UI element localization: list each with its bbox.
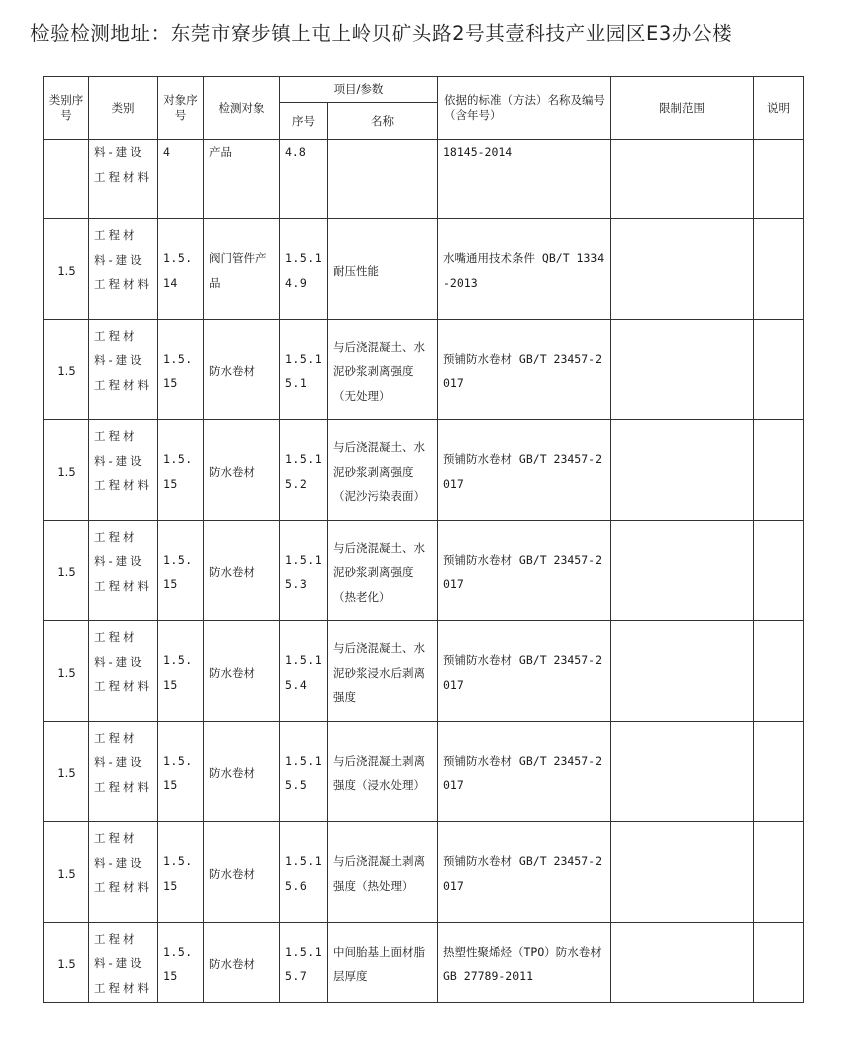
col-header-obj-seq: 对象序号 (158, 77, 204, 140)
cell-cat-seq: 1.5 (44, 420, 89, 521)
cell-category: 工程材料-建设工程材料 (89, 922, 158, 1002)
col-header-limit: 限制范围 (611, 77, 754, 140)
cell-note (754, 922, 804, 1002)
cell-standard: 预铺防水卷材 GB/T 23457-2017 (438, 319, 611, 420)
cell-obj-seq: 1.5.15 (158, 621, 204, 722)
table-row (44, 140, 804, 219)
cell-limit (611, 520, 754, 621)
cell-limit (611, 219, 754, 320)
cell-item-seq: 1.5.15.4 (280, 621, 328, 722)
cell-category: 工程材料-建设工程材料 (89, 520, 158, 621)
cell-item-seq: 1.5.15.2 (280, 420, 328, 521)
cell-standard: 预铺防水卷材 GB/T 23457-2017 (438, 822, 611, 923)
cell-standard: 预铺防水卷材 GB/T 23457-2017 (438, 420, 611, 521)
cell-obj-seq: 1.5.15 (158, 520, 204, 621)
col-header-note: 说明 (754, 77, 804, 140)
cell-note (754, 520, 804, 621)
cell-standard: 预铺防水卷材 GB/T 23457-2017 (438, 621, 611, 722)
cell-note (754, 420, 804, 521)
cell-note (754, 219, 804, 320)
cell-obj-seq: 4 (158, 140, 204, 219)
cell-note (754, 621, 804, 722)
cell-category: 工程材料-建设工程材料 (89, 621, 158, 722)
cell-obj-seq: 1.5.15 (158, 420, 204, 521)
cell-item-name: 与后浇混凝土剥离强度（浸水处理） (328, 721, 438, 822)
cell-item-name: 与后浇混凝土、水泥砂浆剥离强度（泥沙污染表面） (328, 420, 438, 521)
cell-obj-seq: 1.5.14 (158, 219, 204, 320)
cell-item-name: 中间胎基上面材脂层厚度 (328, 922, 438, 1002)
cell-cat-seq: 1.5 (44, 319, 89, 420)
cell-cat-seq: 1.5 (44, 822, 89, 923)
cell-limit (611, 319, 754, 420)
cell-item-seq: 1.5.15.1 (280, 319, 328, 420)
col-header-item-seq: 序号 (280, 103, 328, 140)
col-header-category: 类别 (89, 77, 158, 140)
cell-category: 工程材料-建设工程材料 (89, 219, 158, 320)
cell-object: 防水卷材 (204, 319, 280, 420)
cell-obj-seq: 1.5.15 (158, 922, 204, 1002)
cell-cat-seq (44, 140, 89, 219)
cell-object: 产品 (204, 140, 280, 219)
table-row (44, 319, 804, 420)
cell-cat-seq: 1.5 (44, 721, 89, 822)
cell-limit (611, 140, 754, 219)
table-row (44, 922, 804, 1002)
cell-item-name: 耐压性能 (328, 219, 438, 320)
col-header-item-name: 名称 (328, 103, 438, 140)
cell-object: 防水卷材 (204, 420, 280, 521)
cell-item-seq: 1.5.14.9 (280, 219, 328, 320)
cell-item-seq: 4.8 (280, 140, 328, 219)
cell-object: 防水卷材 (204, 822, 280, 923)
cell-item-name (328, 140, 438, 219)
cell-cat-seq: 1.5 (44, 520, 89, 621)
cell-item-name: 与后浇混凝土剥离强度（热处理） (328, 822, 438, 923)
cell-note (754, 721, 804, 822)
inspection-scope-table (43, 76, 804, 1003)
cell-note (754, 822, 804, 923)
col-header-standard: 依据的标准（方法）名称及编号（含年号） (438, 77, 611, 140)
cell-obj-seq: 1.5.15 (158, 822, 204, 923)
cell-standard: 预铺防水卷材 GB/T 23457-2017 (438, 520, 611, 621)
table-row (44, 420, 804, 521)
cell-object: 防水卷材 (204, 520, 280, 621)
cell-obj-seq: 1.5.15 (158, 319, 204, 420)
table-row (44, 621, 804, 722)
cell-cat-seq: 1.5 (44, 621, 89, 722)
cell-category: 工程材料-建设工程材料 (89, 420, 158, 521)
cell-obj-seq: 1.5.15 (158, 721, 204, 822)
cell-item-name: 与后浇混凝土、水泥砂浆剥离强度（无处理） (328, 319, 438, 420)
table-row (44, 219, 804, 320)
cell-limit (611, 922, 754, 1002)
cell-item-seq: 1.5.15.6 (280, 822, 328, 923)
cell-cat-seq: 1.5 (44, 922, 89, 1002)
cell-cat-seq: 1.5 (44, 219, 89, 320)
cell-note (754, 319, 804, 420)
cell-standard: 热塑性聚烯烃（TPO）防水卷材 GB 27789-2011 (438, 922, 611, 1002)
cell-limit (611, 822, 754, 923)
cell-note (754, 140, 804, 219)
cell-item-seq: 1.5.15.5 (280, 721, 328, 822)
table-row (44, 520, 804, 621)
cell-object: 防水卷材 (204, 621, 280, 722)
cell-category: 工程材料-建设工程材料 (89, 319, 158, 420)
cell-object: 防水卷材 (204, 721, 280, 822)
cell-object: 阀门管件产品 (204, 219, 280, 320)
cell-limit (611, 621, 754, 722)
table-row (44, 721, 804, 822)
table-row (44, 822, 804, 923)
cell-item-seq: 1.5.15.3 (280, 520, 328, 621)
col-header-cat-seq: 类别序号 (44, 77, 89, 140)
cell-item-seq: 1.5.15.7 (280, 922, 328, 1002)
cell-category: 工程材料-建设工程材料 (89, 822, 158, 923)
cell-category: 工程材料-建设工程材料 (89, 721, 158, 822)
cell-item-name: 与后浇混凝土、水泥砂浆剥离强度（热老化） (328, 520, 438, 621)
cell-limit (611, 721, 754, 822)
cell-item-name: 与后浇混凝土、水泥砂浆浸水后剥离强度 (328, 621, 438, 722)
cell-limit (611, 420, 754, 521)
col-header-item-param: 项目/参数 (280, 77, 438, 103)
document-heading: 检验检测地址：东莞市寮步镇上屯上岭贝矿头路2号其壹科技产业园区E3办公楼 (30, 22, 733, 45)
cell-standard: 水嘴通用技术条件 QB/T 1334-2013 (438, 219, 611, 320)
cell-object: 防水卷材 (204, 922, 280, 1002)
cell-standard: 预铺防水卷材 GB/T 23457-2017 (438, 721, 611, 822)
cell-category: 料-建设工程材料 (89, 140, 158, 219)
col-header-object: 检测对象 (204, 77, 280, 140)
cell-standard: 18145-2014 (438, 140, 611, 219)
